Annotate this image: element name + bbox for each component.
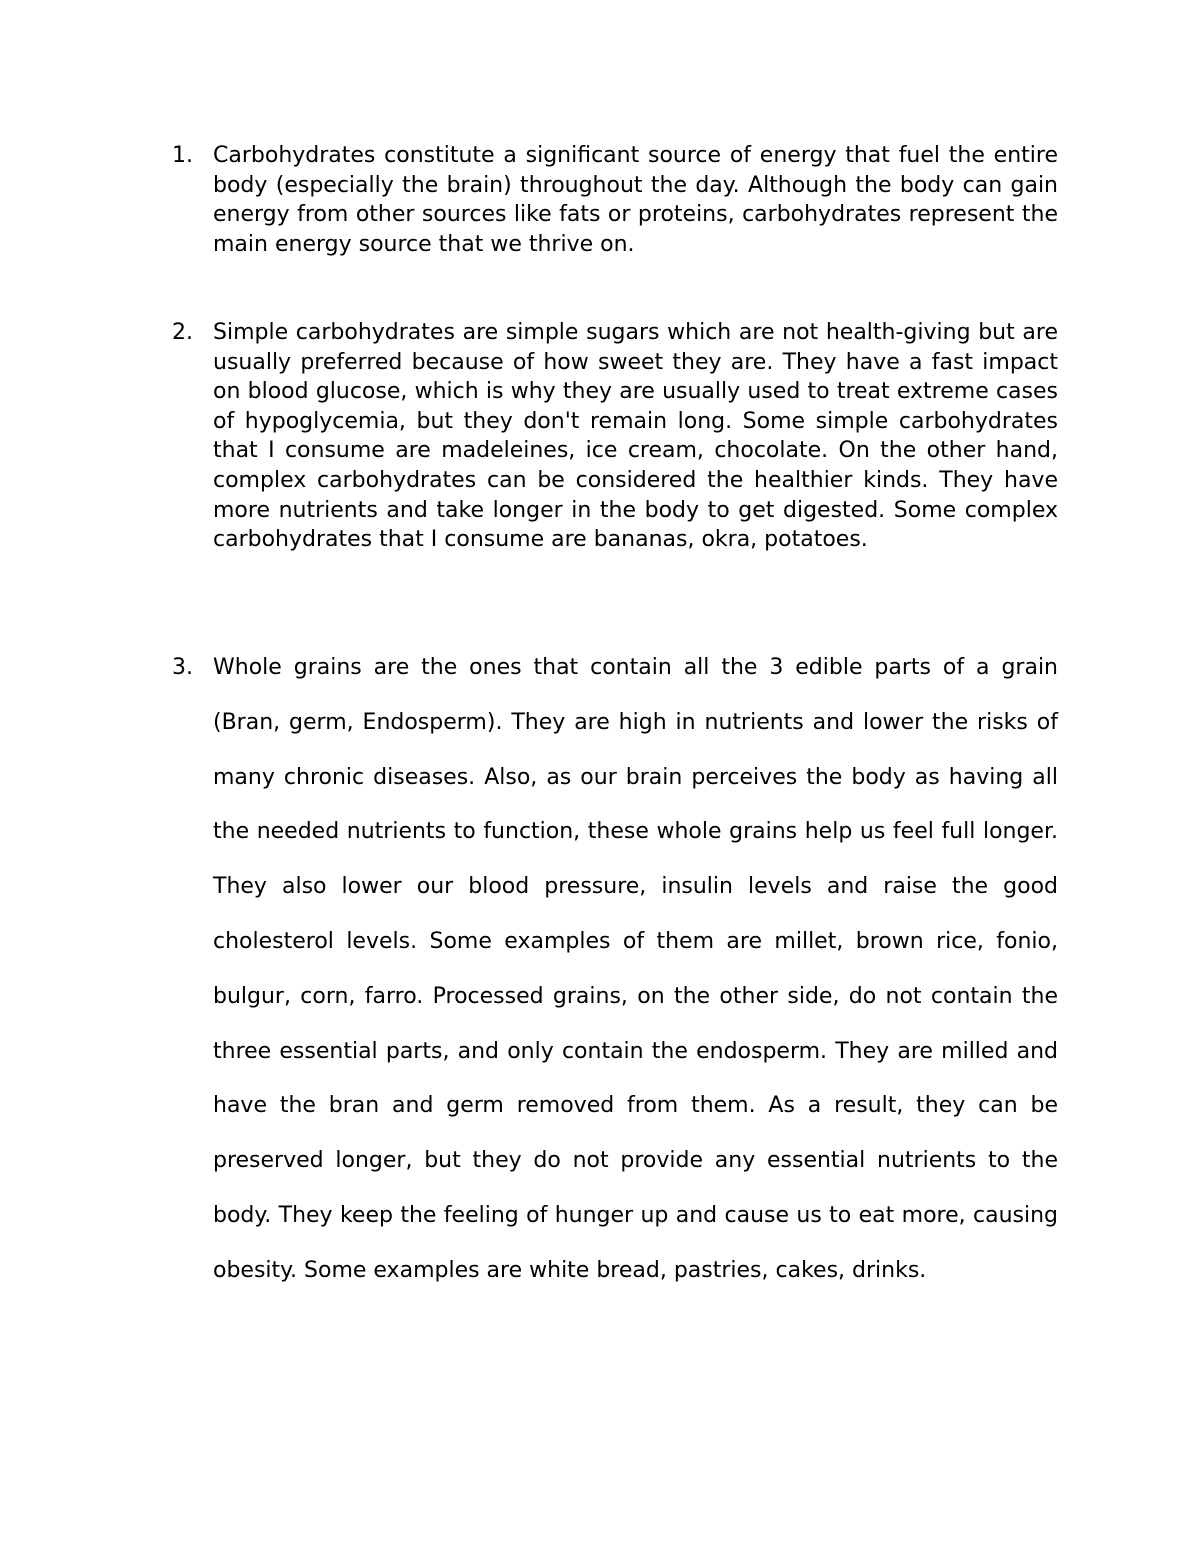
list-item-number: 1. (172, 143, 193, 168)
list-item-paragraph: Simple carbohydrates are simple sugars which are not health-giving but are usually preferred because of how sweet they are. They have a fast impact on blood glucose, which is why they are usually used to treat extreme cases of hypoglycemia, but they don't remain long. Some simple carbohydrates that I consume are madeleines, ice cream, chocolate. On the other hand, complex carbohydrates can be considered the healthier kinds. They have more nutrients and take longer in the body to get digested. Some complex carbohydrates that I consume are bananas, okra, potatoes. (213, 320, 1058, 553)
list-item-number: 2. (172, 320, 193, 345)
list-item-number: 3. (172, 655, 193, 680)
list-item-paragraph: Carbohydrates constitute a significant source of energy that fuel the entire body (especially the brain) throughout the day. Although the body can gain energy from other sources like fats or proteins, carbohydrates represent the main energy source that we thrive on. (213, 143, 1058, 257)
list-item-paragraph: Whole grains are the ones that contain all the 3 edible parts of a grain (Bran, germ, Endosperm). They are high in nutrients and lower the risks of many chronic diseases. Also, as our brain perceives the body as having all the needed nutrients to function, these whole grains help us feel full longer. They also lower our blood pressure, insulin levels and raise the good cholesterol levels. Some examples of them are millet, brown rice, fonio, bulgur, corn, farro. Processed grains, on the other side, do not contain the three essential parts, and only contain the endosperm. They are milled and have the bran and germ removed from them. As a result, they can be preserved longer, but they do not provide any essential nutrients to the body. They keep the feeling of hunger up and cause us to eat more, causing obesity. Some examples are white bread, pastries, cakes, drinks. (213, 655, 1058, 1283)
